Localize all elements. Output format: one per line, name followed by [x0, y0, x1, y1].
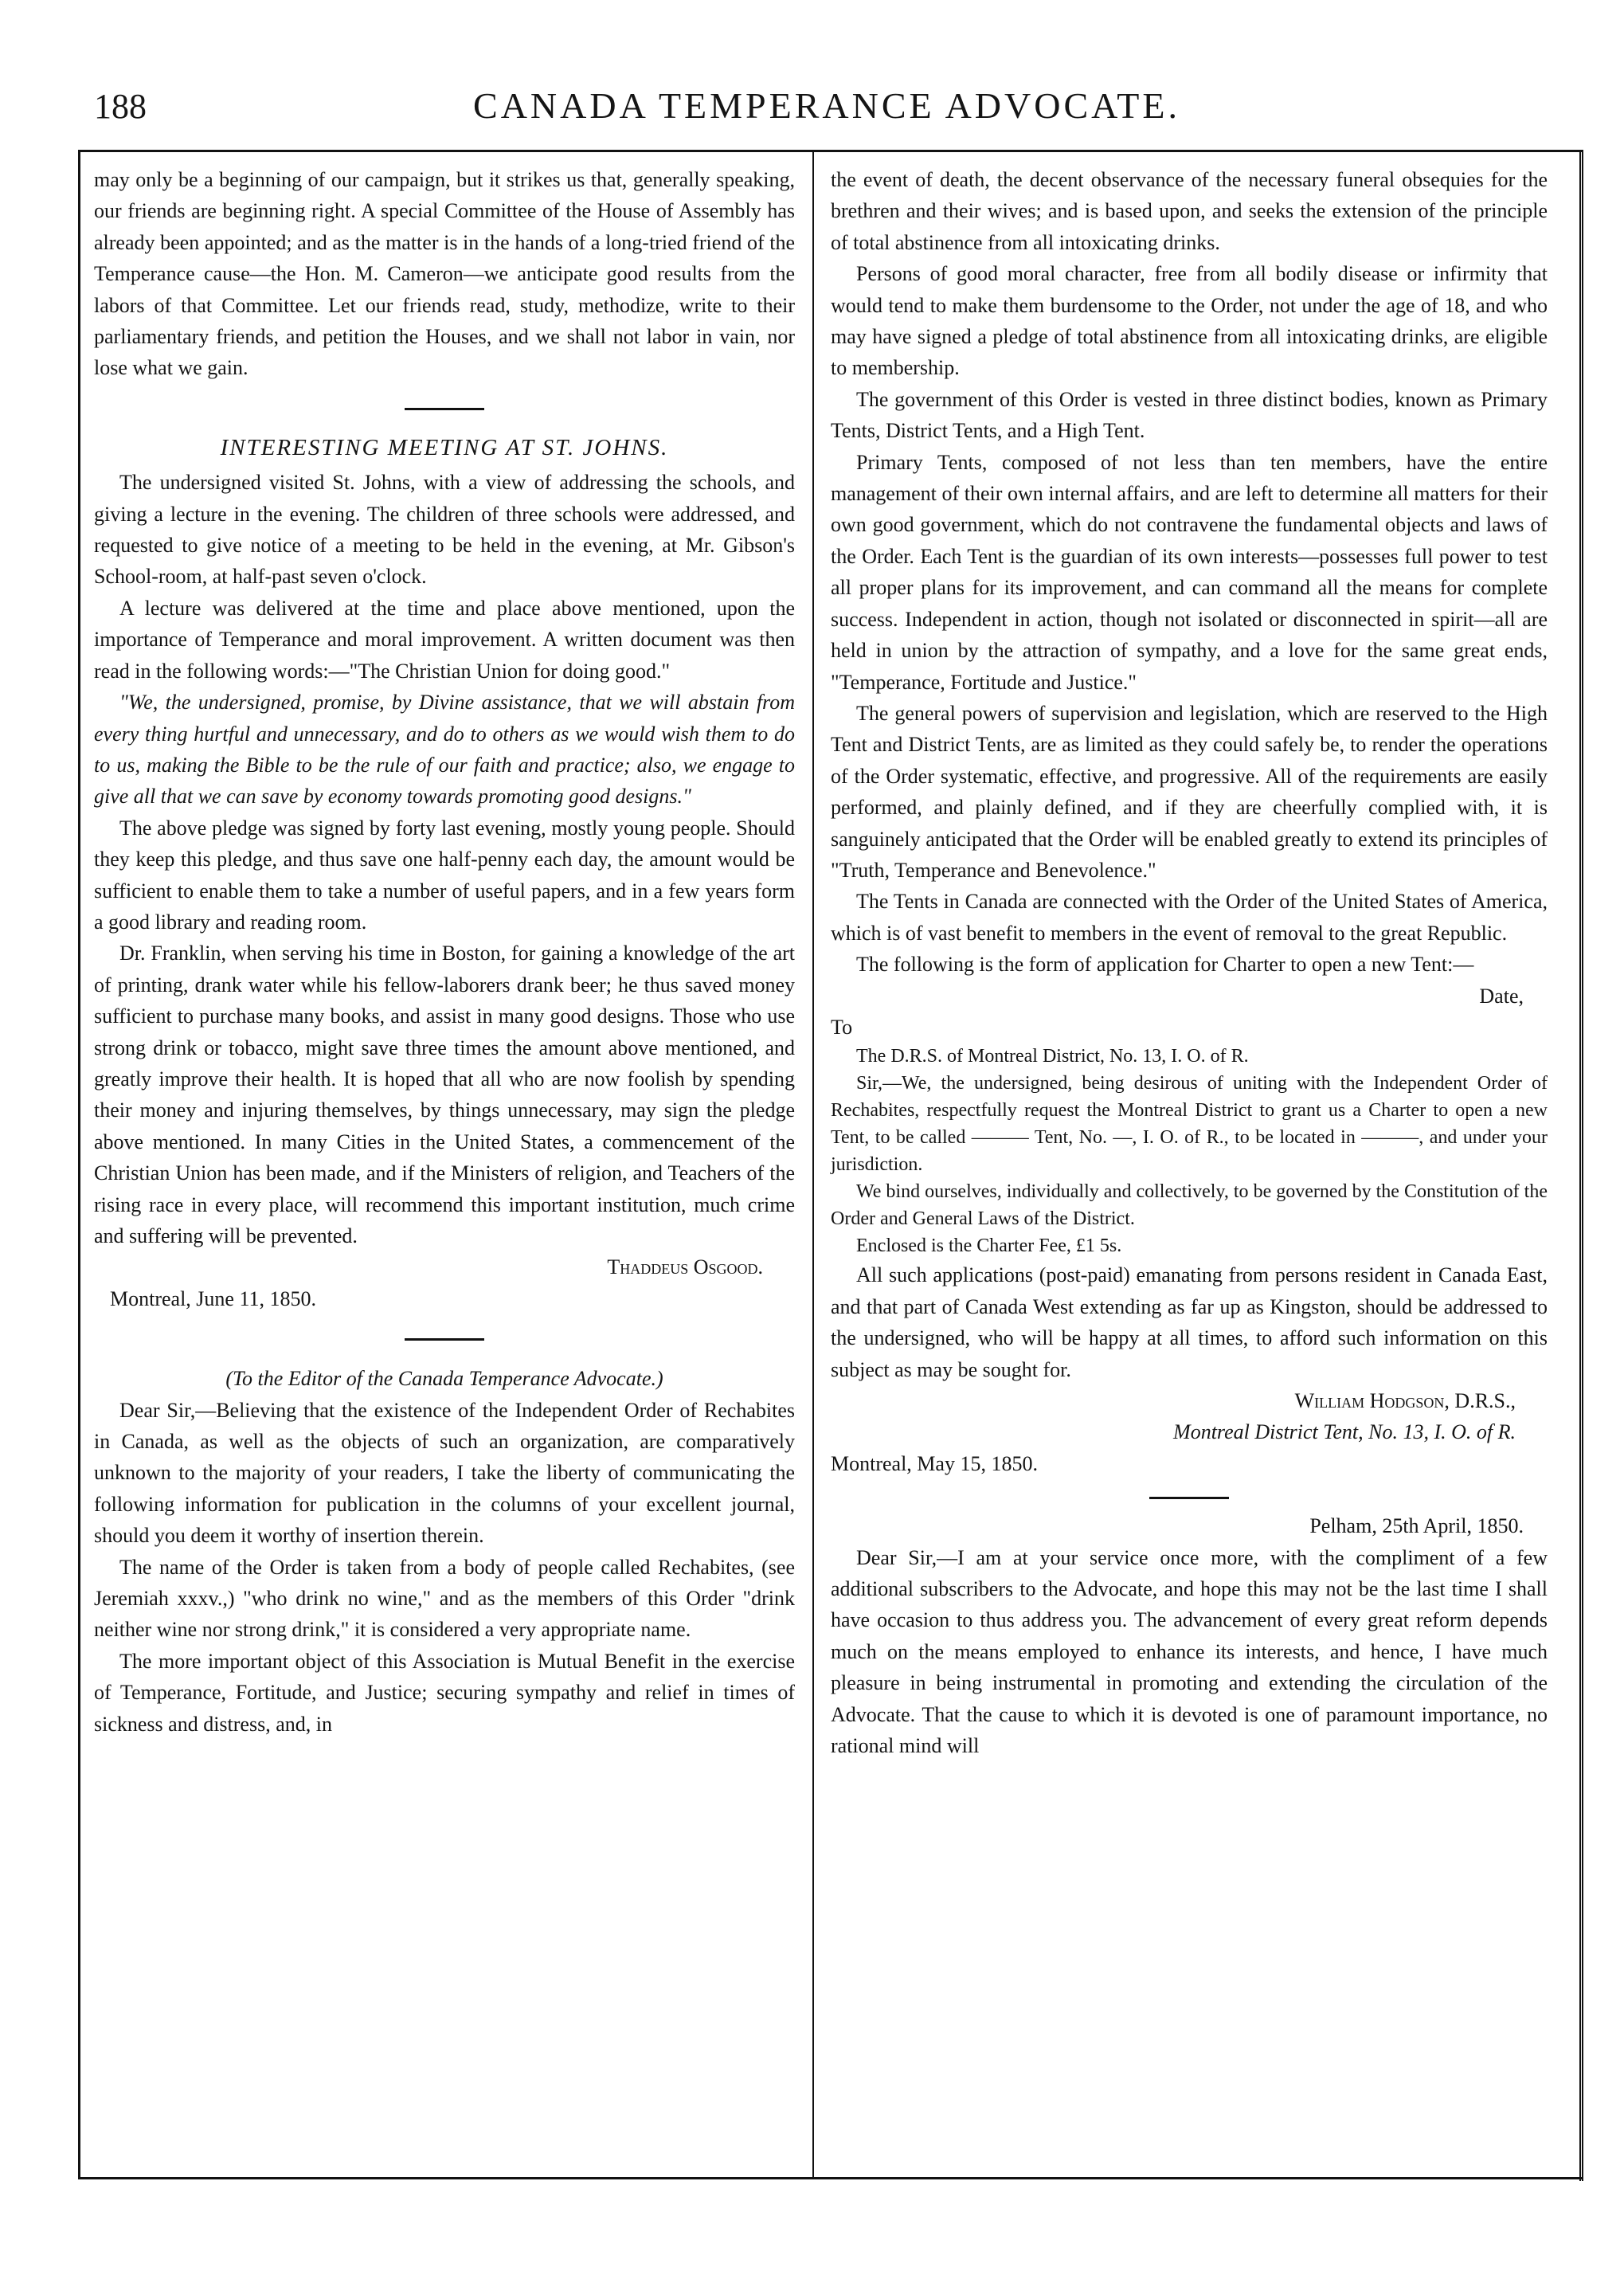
signature-title: Montreal District Tent, No. 13, I. O. of R.: [1173, 1420, 1516, 1444]
form-paragraph: Sir,—We, the undersigned, being desirous of uniting with the Independent Order of Rechabites, respectfully request the Montreal District to grant us a Charter to open a new Tent, to be called ——— Tent, No. —, I. O. of R., to be located in ———, and under your jurisdiction.: [831, 1073, 1548, 1176]
article-continuation: may only be a beginning of our campaign, but it strikes us that, generally speaking, our friends are beginning right. A special Committee of the House of Assembly has already been appointed; and as the matter is in the hands of a long-tried friend of the Temperance cause—the Hon. M. Cameron—we anticipate good results from the labors of that Committee. Let our friends read, study, methodize, write to their parliamentary friends, and petition the Houses, and we shall not labor in vain, nor lose what we gain.: [94, 168, 795, 380]
paragraph: Primary Tents, composed of not less than ten members, have the entire management of their own internal affairs, and are left to determine all matters for their own good government, which do not contravene the fundamental objects and laws of the Order. Each Tent is the guardian of its own interests—possesses full power to test all proper plans for its improvement, and can command all the means for complete success. Independent in action, though not isolated or disconnected in spirit—all are held in union by the attraction of sympathy, and a love for the same great ends, "Temperance, Fortitude and Justice.": [831, 450, 1548, 694]
form-date: Date,: [1479, 984, 1524, 1008]
letter-heading: (To the Editor of the Canada Temperance Advocate.): [225, 1367, 663, 1391]
paragraph: Dear Sir,—Believing that the existence of the Independent Order of Rechabites in Canada, as well as the objects of such an organization, are comparatively unknown to the majority of your readers, I take the liberty of communicating the following information for publication in the columns of your excellent journal, should you deem it worthy of insertion therein.: [94, 1398, 795, 1548]
form-paragraph: Enclosed is the Charter Fee, £1 5s.: [856, 1235, 1122, 1257]
page-number: 188: [94, 87, 147, 126]
paragraph: All such applications (post-paid) emanating from persons resident in Canada East, and that part of Canada West extending as far up as Kingston, should be addressed to the undersigned, who will be happy at all times, to afford such information on this subject as may be sought for.: [831, 1263, 1548, 1381]
paragraph: The name of the Order is taken from a body of people called Rechabites, (see Jeremiah xxxv.,) "who drink no wine," and as the members of this Order "drink neither wine nor strong drink," it is considered a very appropriate name.: [94, 1555, 795, 1642]
newspaper-page: [70, 70, 1583, 2221]
signature: William Hodgson, D.R.S.,: [1294, 1389, 1516, 1412]
paragraph: The following is the form of application for Charter to open a new Tent:—: [856, 953, 1474, 977]
paragraph: The government of this Order is vested in three distinct bodies, known as Primary Tents, District Tents, and a High Tent.: [831, 387, 1548, 443]
paragraph: Dr. Franklin, when serving his time in Boston, for gaining a knowledge of the art of printing, drank water while his fellow-laborers drank beer; he thus saved money sufficient to purchase many books, and assist in many good designs. Those who use strong drink or tobacco, might save three times the amount above mentioned, and greatly improve their health. It is hoped that all who are now foolish by spending their money and injuring themselves, by things unnecessary, may sign the pledge above mentioned. In many Cities in the United States, a commencement of the Christian Union has been made, and if the Ministers of religion, and Teachers of the rising race in every place, will recommend this important institution, much crime and suffering will be prevented.: [94, 942, 795, 1247]
separator-rule: [405, 408, 484, 410]
paragraph: The above pledge was signed by forty last evening, mostly young people. Should they keep this pledge, and thus save one half-penny each day, the amount would be sufficient to enable them to take a number of useful papers, and in a few years form a good library and reading room.: [94, 816, 795, 934]
left-border: [78, 150, 80, 2177]
paragraph: The undersigned visited St. Johns, with a view of addressing the schools, and giving a lecture in the evening. The children of three schools were addressed, and requested to give notice of a meeting to be held in the evening, at Mr. Gibson's School-room, at half-past seven o'clock.: [94, 471, 795, 589]
right-column: [831, 164, 1548, 1761]
running-title: CANADA TEMPERANCE ADVOCATE.: [473, 85, 1180, 126]
paragraph: Dear Sir,—I am at your service once more, with the compliment of a few additional subscribers to the Advocate, and hope this may not be the last time I shall have occasion to thus address you. The advancement of every great reform depends much on the means employed to enhance its interests, and hence, I have much pleasure in being instrumental in promoting and extending the circulation of the Advocate. That the cause to which it is devoted is one of paramount importance, no rational mind will: [831, 1545, 1548, 1758]
form-to: To: [831, 1015, 853, 1039]
right-border: [1579, 150, 1583, 2181]
left-column: [94, 164, 795, 1740]
column-rule: [812, 150, 814, 2177]
signature: Thaddeus Osgood.: [607, 1255, 763, 1279]
page-header: [70, 70, 1583, 143]
paragraph: The more important object of this Association is Mutual Benefit in the exercise of Temperance, Fortitude, and Justice; securing sympathy and relief in times of sickness and distress, and, in: [94, 1649, 795, 1736]
pledge-text: "We, the undersigned, promise, by Divine assistance, that we will abstain from every thing hurtful and unnecessary, and do to others as we would wish them to do to us, making the Bible to be the rule of our faith and practice; also, we engage to give all that we can save by economy towards promoting good designs.": [94, 691, 795, 809]
header-rule: [78, 150, 1583, 152]
separator-rule: [1149, 1497, 1229, 1499]
letter-dateline: Pelham, 25th April, 1850.: [1309, 1514, 1524, 1538]
paragraph: Persons of good moral character, free from all bodily disease or infirmity that would tend to make them burdensome to the Order, not under the age of 18, and who may have signed a pledge of total abstinence from all intoxicating drinks, are eligible to membership.: [831, 262, 1548, 380]
paragraph: the event of death, the decent observance of the necessary funeral obsequies for the brethren and their wives; and is based upon, and seeks the extension of the principle of total abstinence from all intoxicating drinks.: [831, 168, 1548, 254]
separator-rule: [405, 1338, 484, 1341]
paragraph: A lecture was delivered at the time and place above mentioned, upon the importance of Temperance and moral improvement. A written document was then read in the following words:—"The Christian Union for doing good.": [94, 596, 795, 683]
bottom-border: [78, 2177, 1583, 2179]
form-paragraph: We bind ourselves, individually and collectively, to be governed by the Constitution of the Order and General Laws of the District.: [831, 1181, 1548, 1230]
paragraph: The Tents in Canada are connected with the Order of the United States of America, which is of vast benefit to members in the event of removal to the great Republic.: [831, 890, 1548, 945]
form-addressee: The D.R.S. of Montreal District, No. 13, I. O. of R.: [856, 1046, 1249, 1067]
dateline: Montreal, May 15, 1850.: [831, 1451, 1038, 1475]
paragraph: The general powers of supervision and legislation, which are reserved to the High Tent and District Tents, are as limited as they could safely be, to render the operations of the Order systematic, effective, and progressive. All of the requirements are easily performed, and plainly defined, and if they are cheerfully complied with, it is sanguinely anticipated that the Order will be enabled greatly to extend its principles of "Truth, Temperance and Benevolence.": [831, 701, 1548, 882]
article-heading: INTERESTING MEETING AT ST. JOHNS.: [220, 434, 669, 460]
dateline: Montreal, June 11, 1850.: [110, 1286, 316, 1310]
